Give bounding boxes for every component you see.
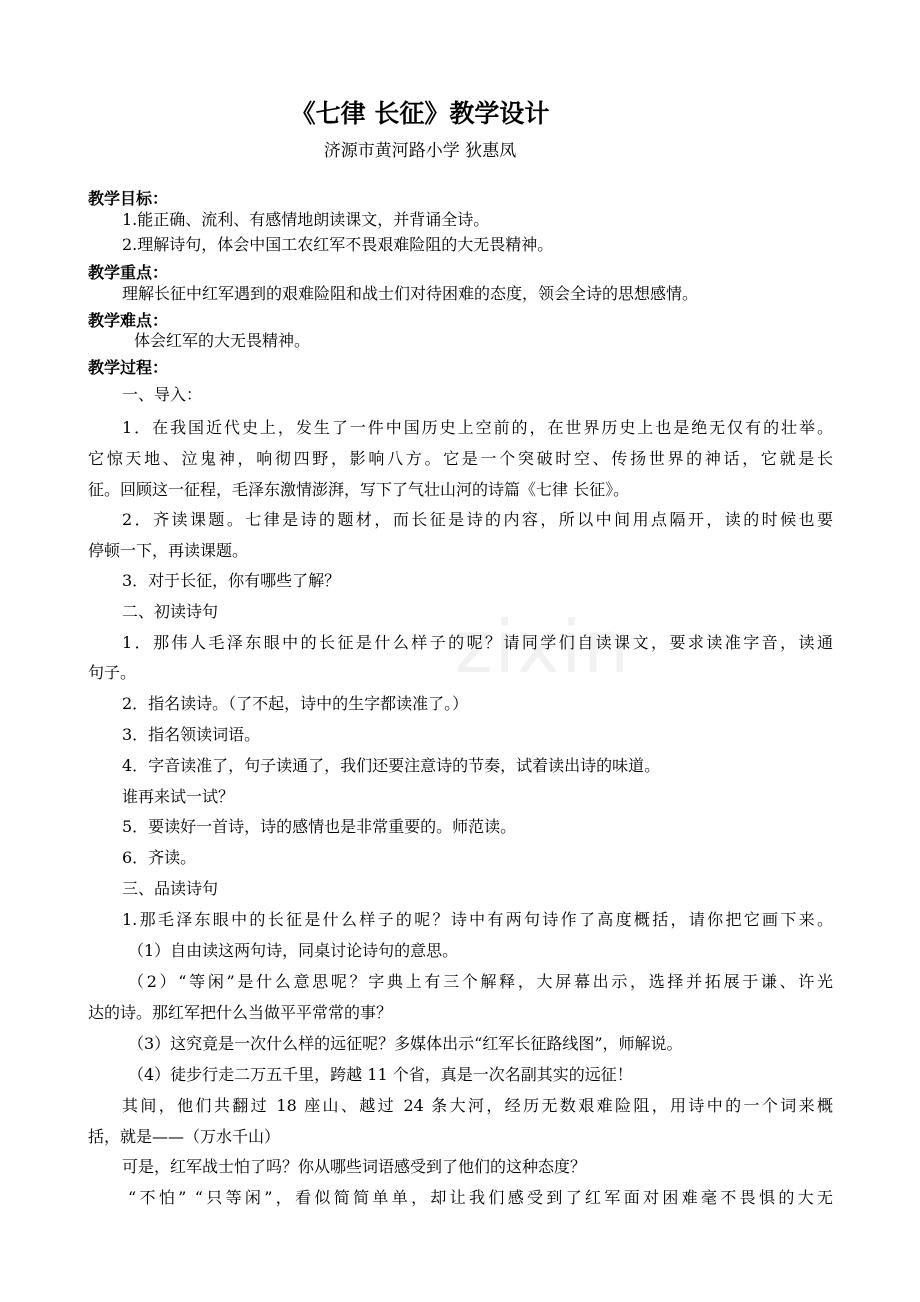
- paragraph-line: （4）徒步行走二万五千里，跨越 11 个省，真是一次名副其实的远征！: [128, 1065, 633, 1084]
- paragraph-line: 6．齐读。: [122, 848, 197, 867]
- paragraph-line: （3）这究竟是一次什么样的远征呢？多媒体出示“红军长征路线图”，师解说。: [128, 1034, 683, 1053]
- paragraph-line: 停顿一下，再读课题。: [88, 541, 249, 560]
- paragraph-line: 征。回顾这一征程，毛泽东激情澎湃，写下了气壮山河的诗篇《七律 长征》。: [88, 480, 630, 499]
- paragraph-line: 谁再来试一试？: [122, 787, 235, 806]
- section-first-reading-heading: 二、初读诗句: [122, 602, 219, 621]
- paragraph-line: 它惊天地、泣鬼神，响彻四野，影响八方。它是一个突破时空、传扬世界的神话，它就是长: [88, 449, 833, 468]
- paragraph-line: 4．字音读准了，句子读通了，我们还要注意诗的节奏，试着读出诗的味道。: [122, 756, 661, 775]
- paragraph-line: 括，就是——（万水千山）: [88, 1127, 281, 1146]
- difficulty-text: 体会红军的大无畏精神。: [134, 331, 311, 350]
- paragraph-line: 句子。: [88, 663, 137, 682]
- paragraph-line: （1）自由读这两句诗，同桌讨论诗句的意思。: [128, 941, 459, 960]
- paragraph-line: 可是，红军战士怕了吗？你从哪些词语感受到了他们的这种态度？: [122, 1157, 587, 1176]
- paragraph-line: 其间，他们共翻过 18 座山、越过 24 条大河，经历无数艰难险阻，用诗中的一个词来概: [122, 1096, 833, 1115]
- section-intro-heading: 一、导入：: [122, 385, 203, 404]
- paragraph-line: “不怕” “只等闲”，看似简简单单，却让我们感受到了红军面对困难毫不畏惧的大无: [128, 1188, 833, 1207]
- key-point-heading: 教学重点：: [88, 263, 169, 282]
- goal-item-1: 1.能正确、流利、有感情地朗读课文，并背诵全诗。: [122, 210, 490, 229]
- difficulty-heading: 教学难点：: [88, 311, 169, 330]
- watermark: zixin: [455, 605, 632, 689]
- paragraph-line: 1．在我国近代史上，发生了一件中国历史上空前的，在世界历史上也是绝无仅有的壮举。: [122, 418, 833, 437]
- key-point-text: 理解长征中红军遇到的艰难险阻和战士们对待困难的态度，领会全诗的思想感情。: [122, 284, 699, 303]
- paragraph-line: 3．对于长征，你有哪些了解？: [122, 571, 341, 590]
- goals-heading: 教学目标：: [88, 189, 169, 208]
- document-title: 《七律 长征》教学设计: [290, 99, 550, 128]
- paragraph-line: 5．要读好一首诗，诗的感情也是非常重要的。师范读。: [122, 817, 517, 836]
- paragraph-line: 3．指名领读词语。: [122, 725, 261, 744]
- paragraph-line: 1．那伟人毛泽东眼中的长征是什么样子的呢？请同学们自读课文，要求读准字音，读通: [122, 633, 833, 652]
- paragraph-line: 2．齐读课题。七律是诗的题材，而长征是诗的内容，所以中间用点隔开，读的时候也要: [122, 510, 833, 529]
- author-line: 济源市黄河路小学 狄惠凤: [323, 141, 517, 161]
- paragraph-line: 1.那毛泽东眼中的长征是什么样子的呢？诗中有两句诗作了高度概括，请你把它画下来。: [122, 910, 833, 929]
- paragraph-line: （2）“等闲”是什么意思呢？字典上有三个解释，大屏幕出示，选择并拓展于谦、许光: [128, 972, 833, 991]
- paragraph-line: 达的诗。那红军把什么当做平平常常的事？: [88, 1003, 393, 1022]
- process-heading: 教学过程：: [88, 358, 169, 377]
- section-appreciation-heading: 三、品读诗句: [122, 879, 219, 898]
- goal-item-2: 2.理解诗句，体会中国工农红军不畏艰难险阻的大无畏精神。: [122, 235, 554, 254]
- paragraph-line: 2．指名读诗。（了不起，诗中的生字都读准了。）: [122, 694, 469, 713]
